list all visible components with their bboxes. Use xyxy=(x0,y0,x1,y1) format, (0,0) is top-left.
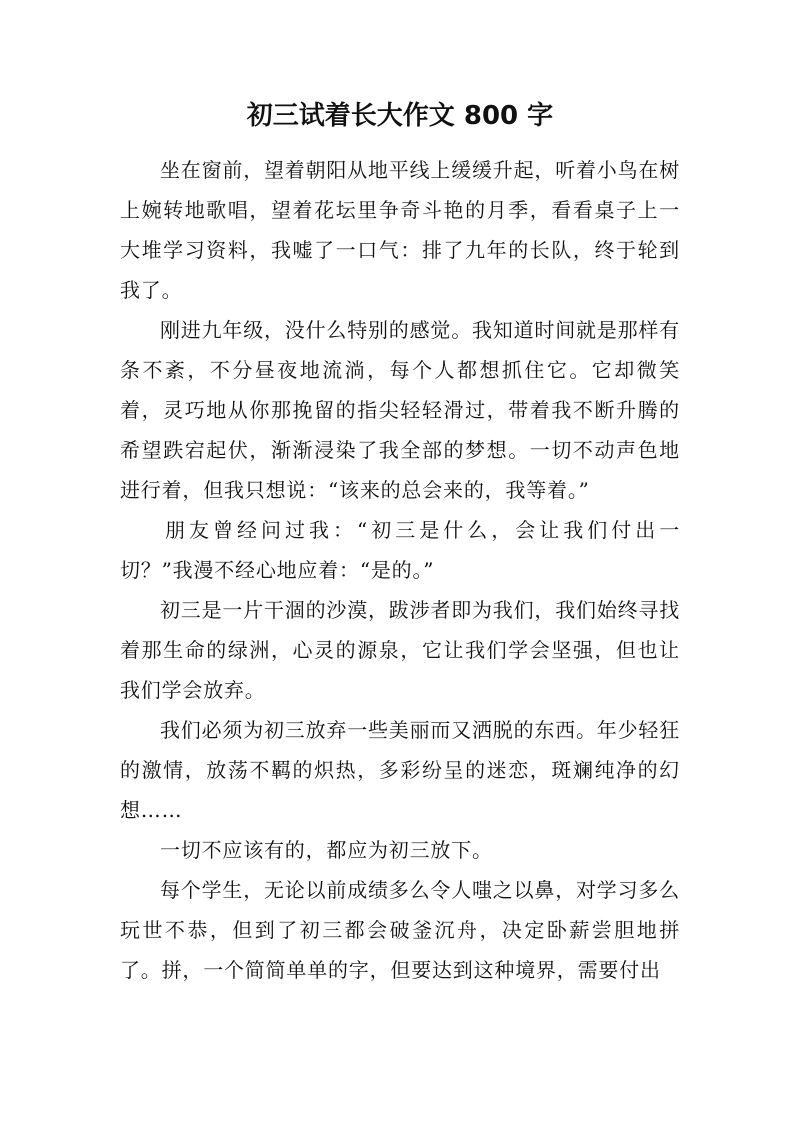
paragraph-6: 一切不应该有的，都应为初三放下。 xyxy=(160,838,493,862)
paragraph-5: 我们必须为初三放弃一些美丽而又洒脱的东西。年少轻狂的激情，放荡不羁的炽热，多彩纷呈的迷恋，斑斓纯净的幻想…… xyxy=(120,718,680,822)
paragraph-7: 每个学生，无论以前成绩多么令人嗤之以鼻，对学习多么玩世不恭，但到了初三都会破釜沉舟，决定卧薪尝胆地拼了。拼，一个简简单单的字，但要达到这种境界，需要付出 xyxy=(120,878,680,982)
paragraph-3: 朋友曾经问过我：“初三是什么，会让我们付出一切？”我漫不经心地应着：“是的。” xyxy=(120,518,680,582)
paragraph-2: 刚进九年级，没什么特别的感觉。我知道时间就是那样有条不紊，不分昼夜地流淌，每个人都想抓住它。它却微笑着，灵巧地从你那挽留的指尖轻轻滑过，带着我不断升腾的希望跌宕起伏，渐渐浸染了我全部的梦想。一切不动声色地进行着，但我只想说：“该来的总会来的，我等着。” xyxy=(120,318,680,502)
paragraph-1: 坐在窗前，望着朝阳从地平线上缓缓升起，听着小鸟在树上婉转地歌唱，望着花坛里争奇斗艳的月季，看看桌子上一大堆学习资料，我嘘了一口气：排了九年的长队，终于轮到我了。 xyxy=(120,158,680,302)
paragraph-4: 初三是一片干涸的沙漠，跋涉者即为我们，我们始终寻找着那生命的绿洲，心灵的源泉，它让我们学会坚强，但也让我们学会放弃。 xyxy=(120,598,680,702)
document-body xyxy=(120,150,680,990)
document-title: 初三试着长大作文 800 字 xyxy=(246,101,554,131)
